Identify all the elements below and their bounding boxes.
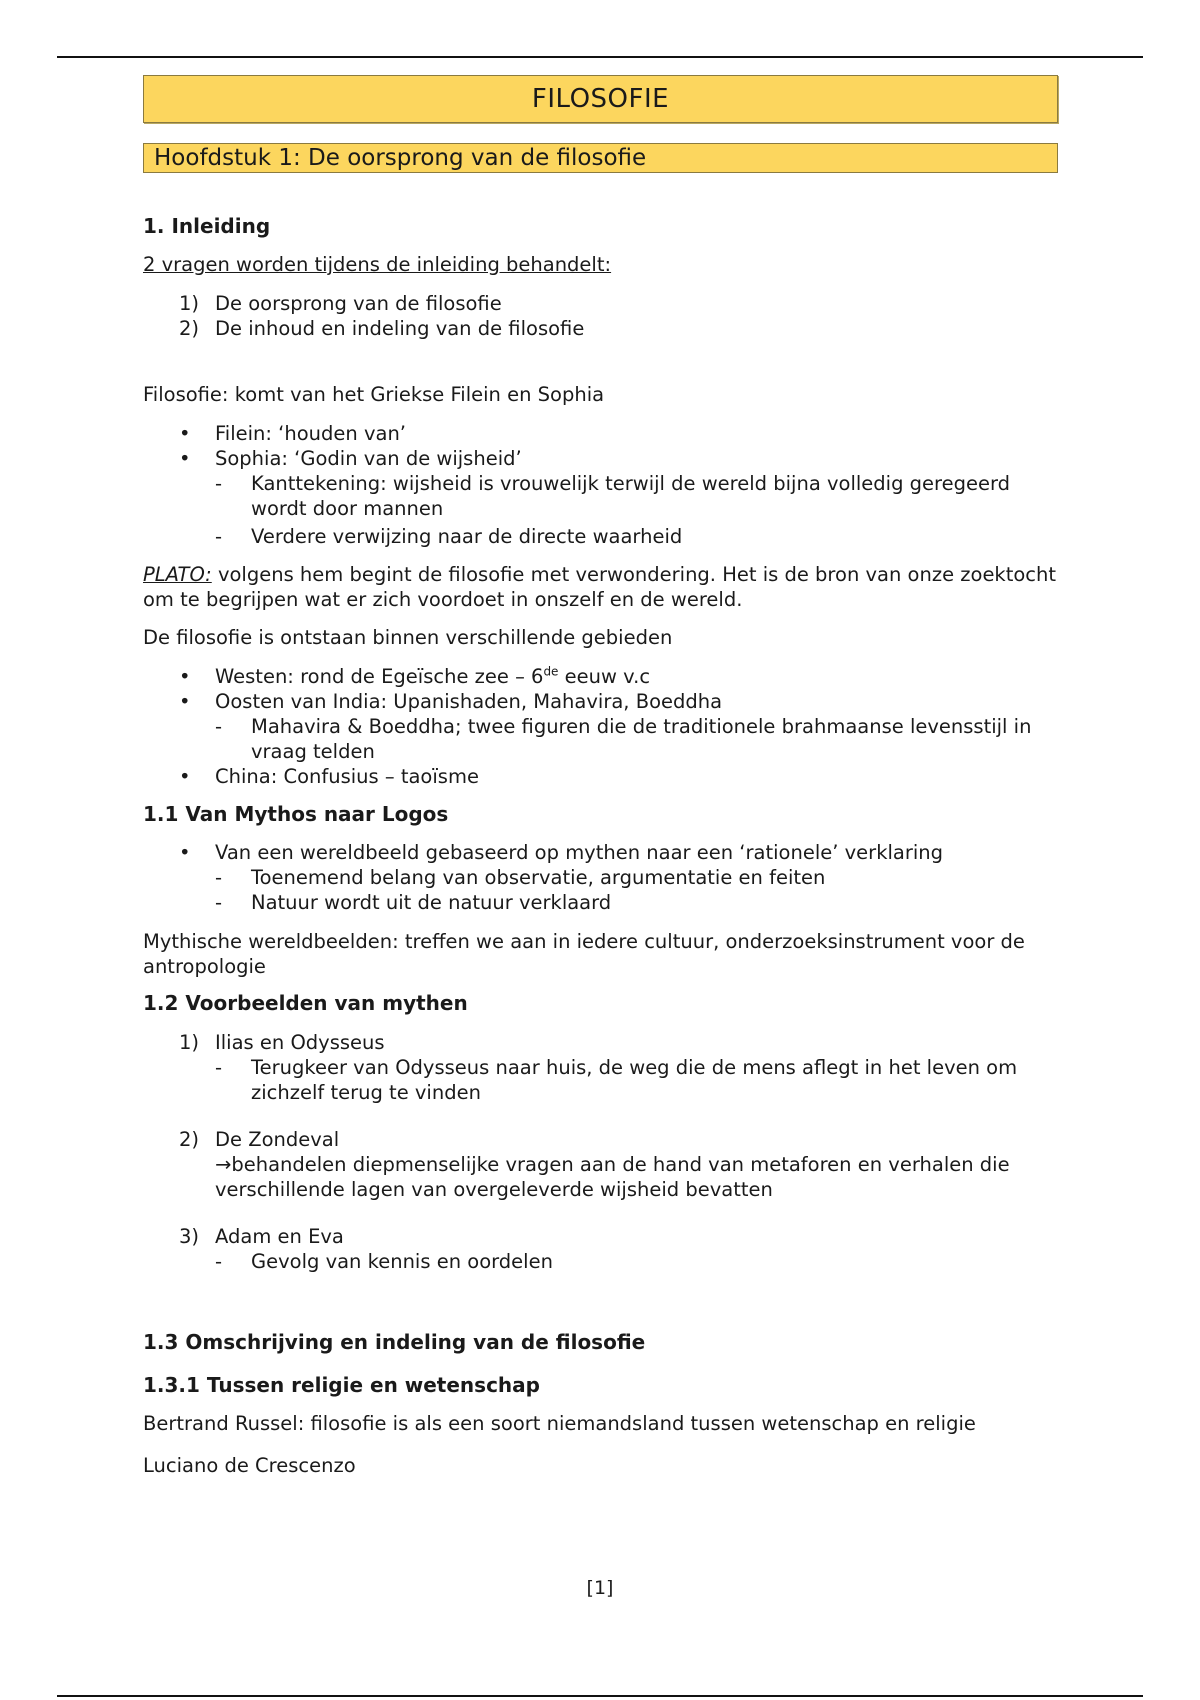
list-item: →behandelen diepmenselijke vragen aan de hand van metaforen en verhalen die verschillende lagen van overgeleverde wijsheid bevatten: [215, 1153, 1010, 1201]
list-item: - Terugkeer van Odysseus naar huis, de weg die de mens aflegt in het leven om zichzelf terug te vinden: [143, 1055, 1058, 1105]
paragraph: Mythische wereldbeelden: treffen we aan in iedere cultuur, onderzoeksinstrument voor de antropologie: [143, 930, 1025, 978]
list-item: - Toenemend belang van observatie, argumentatie en feiten: [143, 865, 1058, 890]
list-item: • Westen: rond de Egeïsche zee – 6de eeuw v.c: [143, 664, 1058, 689]
list-item: 2) De inhoud en indeling van de filosofie: [179, 317, 585, 340]
section-heading-inleiding: 1. Inleiding: [143, 214, 271, 238]
list-item: 1) De oorsprong van de filosofie: [179, 292, 502, 315]
plato-paragraph: PLATO: volgens hem begint de filosofie met verwondering. Het is de bron van onze zoektocht om te begrijpen wat er zich voordoet in onszelf en de wereld.: [143, 563, 1057, 611]
document-page: [143, 75, 1058, 1478]
plato-label: PLATO:: [143, 563, 212, 586]
list-item: • Sophia: ‘Godin van de wijsheid’: [143, 446, 1058, 471]
bottom-rule: [57, 1695, 1143, 1697]
list-item: • China: Confusius – taoïsme: [143, 764, 1058, 789]
document-body: [143, 214, 1058, 1478]
paragraph: Luciano de Crescenzo: [143, 1454, 356, 1477]
list-item: • Oosten van India: Upanishaden, Mahavira, Boeddha: [143, 689, 1058, 714]
section-heading-omschrijving: 1.3 Omschrijving en indeling van de filosofie: [143, 1330, 646, 1354]
chapter-title: Hoofdstuk 1: De oorsprong van de filosofie: [143, 143, 1058, 173]
list-item: - Gevolg van kennis en oordelen: [143, 1249, 1058, 1274]
list-item: - Natuur wordt uit de natuur verklaard: [143, 890, 1058, 915]
page-number: [1]: [586, 1577, 614, 1599]
paragraph: Bertrand Russel: filosofie is als een soort niemandsland tussen wetenschap en religie: [143, 1412, 976, 1435]
list-item: - Verdere verwijzing naar de directe waarheid: [143, 524, 1058, 549]
section-heading-mythos: 1.1 Van Mythos naar Logos: [143, 802, 449, 826]
list-item: 2) De Zondeval: [179, 1128, 340, 1151]
document-title: FILOSOFIE: [143, 75, 1058, 123]
paragraph: De filosofie is ontstaan binnen verschillende gebieden: [143, 626, 673, 649]
paragraph: Filosofie: komt van het Griekse Filein en Sophia: [143, 383, 605, 406]
section-heading-voorbeelden: 1.2 Voorbeelden van mythen: [143, 991, 468, 1015]
intro-line: 2 vragen worden tijdens de inleiding behandelt:: [143, 253, 612, 276]
list-item: • Filein: ‘houden van’: [143, 421, 1058, 446]
list-item: 1) Ilias en Odysseus: [179, 1031, 385, 1054]
list-item: - Kanttekening: wijsheid is vrouwelijk terwijl de wereld bijna volledig geregeerd wordt door mannen: [143, 471, 1058, 521]
top-rule: [57, 56, 1143, 58]
list-item: 3) Adam en Eva: [179, 1225, 344, 1248]
subsection-heading: 1.3.1 Tussen religie en wetenschap: [143, 1373, 540, 1397]
list-item: • Van een wereldbeeld gebaseerd op mythen naar een ‘rationele’ verklaring: [143, 840, 1058, 865]
list-item: - Mahavira & Boeddha; twee figuren die de traditionele brahmaanse levensstijl in vraag telden: [143, 714, 1058, 764]
